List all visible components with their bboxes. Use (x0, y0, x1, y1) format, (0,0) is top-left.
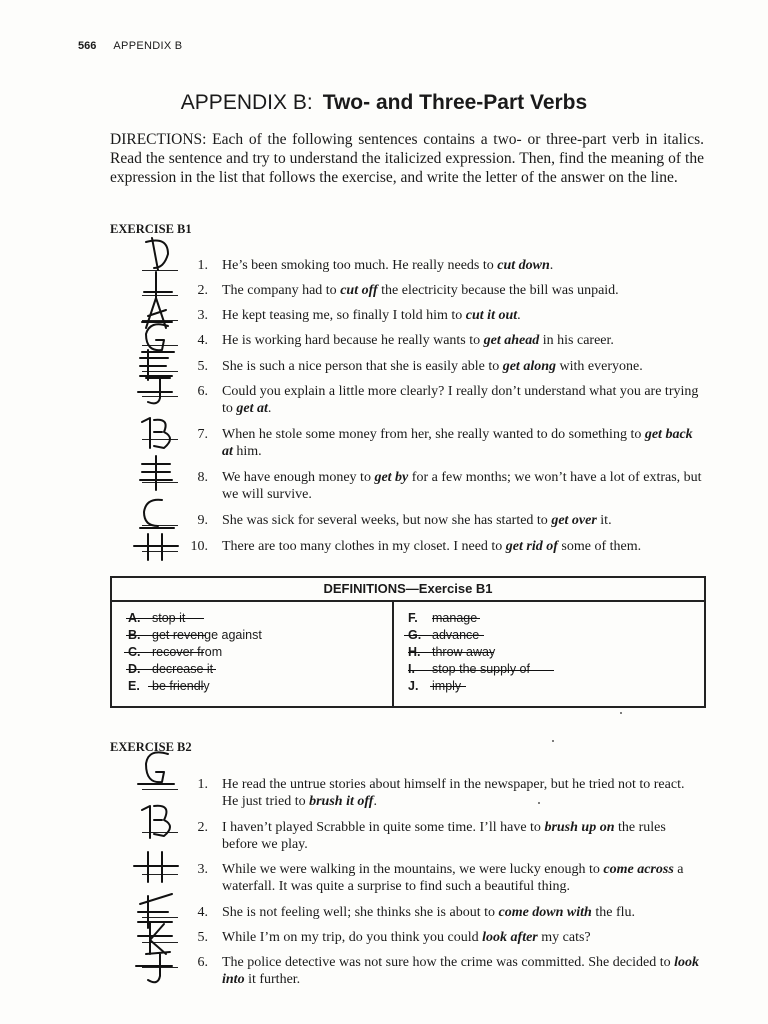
item-number: 9. (197, 513, 208, 528)
item-text: She is such a nice person that she is easily able to get along with everyone. (222, 359, 643, 374)
definitions-box (110, 576, 706, 708)
handwritten-answer-j (128, 370, 184, 410)
strike-mark (126, 635, 206, 636)
strike-mark (408, 670, 554, 671)
item-number: 5. (197, 930, 208, 945)
page-title (0, 90, 768, 115)
phrasal-verb: look into (222, 955, 700, 987)
strike-mark (126, 618, 204, 619)
phrasal-verb: get ahead (483, 333, 540, 348)
running-head (78, 40, 182, 52)
item-text: He kept teasing me, so finally I told him to cut it out. (222, 308, 521, 323)
item-number: 2. (197, 820, 208, 835)
item-text: The company had to cut off the electricity because the bill was unpaid. (222, 283, 619, 298)
item-number: 1. (197, 258, 208, 273)
item-number: 4. (197, 905, 208, 920)
phrasal-verb: get rid of (505, 539, 558, 554)
phrasal-verb: get by (374, 470, 409, 485)
item-number: 3. (197, 308, 208, 323)
item-number: 3. (197, 862, 208, 877)
definition-item: I. stop the supply of (408, 662, 530, 676)
definition-item: G. advance (408, 628, 480, 642)
phrasal-verb: come down with (498, 905, 592, 920)
phrasal-verb: get over (551, 513, 597, 528)
handwritten-answer-h (128, 848, 184, 888)
exercise-b1-heading: EXERCISE B1 (110, 222, 192, 236)
item-text: He is working hard because he really wants to get ahead in his career. (222, 333, 614, 348)
answer-blank[interactable] (142, 789, 178, 790)
directions-paragraph: DIRECTIONS: Each of the following sentences contains a two- or three-part verb in italics. Read the sentence and try to understand the italicized expression. Then, find the meaning of the expression in the list that follows the exercise, and write the letter of the answer on the line. (110, 131, 704, 186)
phrasal-verb: cut off (340, 283, 378, 298)
item-number: 4. (197, 333, 208, 348)
item-text: He’s been smoking too much. He really needs to cut down. (222, 258, 554, 273)
item-number: 10. (190, 539, 208, 554)
phrasal-verb: cut it out (465, 308, 518, 323)
phrasal-verb: cut down (497, 258, 550, 273)
handwritten-answer-d (128, 232, 184, 272)
definition-item: D. decrease it (128, 662, 214, 676)
strike-mark (124, 652, 204, 653)
definition-item: H. throw away (408, 645, 496, 659)
strike-mark (408, 652, 494, 653)
handwritten-answer-g (128, 748, 184, 788)
definition-item: F. manage (408, 611, 478, 625)
item-text: The police detective was not sure how the crime was committed. She decided to look into it further. (222, 955, 700, 987)
definition-item: C. recover from (128, 645, 223, 659)
exercise-b2-heading: EXERCISE B2 (110, 740, 192, 754)
definitions-heading: DEFINITIONS—Exercise B1 (112, 578, 704, 602)
handwritten-answer-f (128, 452, 184, 492)
page-title-main: Two- and Three-Part Verbs (322, 91, 588, 114)
running-head-title: APPENDIX B (113, 40, 183, 52)
handwritten-answer-h (128, 526, 184, 566)
phrasal-verb: get at (236, 401, 268, 416)
item-text: She was sick for several weeks, but now she has started to get over it. (222, 513, 612, 528)
page-number: 566 (78, 40, 97, 52)
strike-mark (432, 618, 480, 619)
definition-item: B. get revenge against (128, 628, 262, 642)
strike-mark (148, 686, 204, 687)
strike-mark (404, 635, 484, 636)
definition-item: J. imply (408, 679, 462, 693)
phrasal-verb: look after (482, 930, 538, 945)
item-number: 6. (197, 384, 208, 399)
page-title-prefix: APPENDIX B: (180, 91, 313, 114)
item-number: 8. (197, 470, 208, 485)
phrasal-verb: come across (603, 862, 674, 877)
item-text: When he stole some money from her, she really wanted to do something to get back at him. (222, 427, 693, 459)
item-number: 2. (197, 283, 208, 298)
item-text: There are too many clothes in my closet. I need to get rid of some of them. (222, 539, 642, 554)
item-text: She is not feeling well; she thinks she is about to come down with the flu. (222, 905, 635, 920)
handwritten-answer-j (128, 948, 184, 988)
phrasal-verb: brush up on (544, 820, 615, 835)
item-text: He read the untrue stories about himself in the newspaper, but he tried not to react. He just tried to brush it off. (222, 777, 685, 809)
definitions-left-column (112, 602, 394, 706)
scan-speck (552, 740, 554, 742)
item-number: 5. (197, 359, 208, 374)
definition-item: A. stop it (128, 611, 186, 625)
item-number: 7. (197, 427, 208, 442)
item-text: We have enough money to get by for a few months; we won’t have a lot of extras, but we will survive. (222, 470, 702, 502)
strike-mark (430, 686, 466, 687)
item-text: While we were walking in the mountains, we were lucky enough to come across a waterfall. It was quite a surprise to find such a beautiful thing. (222, 862, 684, 894)
item-text: Could you explain a little more clearly? I really don’t understand what you are trying to get at. (222, 384, 699, 416)
definitions-right-column (394, 602, 704, 706)
definition-item: E. be friendly (128, 679, 210, 693)
phrasal-verb: get along (502, 359, 556, 374)
scan-speck (620, 712, 622, 714)
phrasal-verb: get back at (222, 427, 693, 459)
strike-mark (126, 669, 216, 670)
item-text: I haven’t played Scrabble in quite some time. I’ll have to brush up on the rules before we play. (222, 820, 666, 852)
handwritten-answer-b (128, 800, 184, 840)
item-number: 6. (197, 955, 208, 970)
item-number: 1. (197, 777, 208, 792)
item-text: While I’m on my trip, do you think you could look after my cats? (222, 930, 591, 945)
phrasal-verb: brush it off (309, 794, 374, 809)
handwritten-answer-b (128, 412, 184, 452)
